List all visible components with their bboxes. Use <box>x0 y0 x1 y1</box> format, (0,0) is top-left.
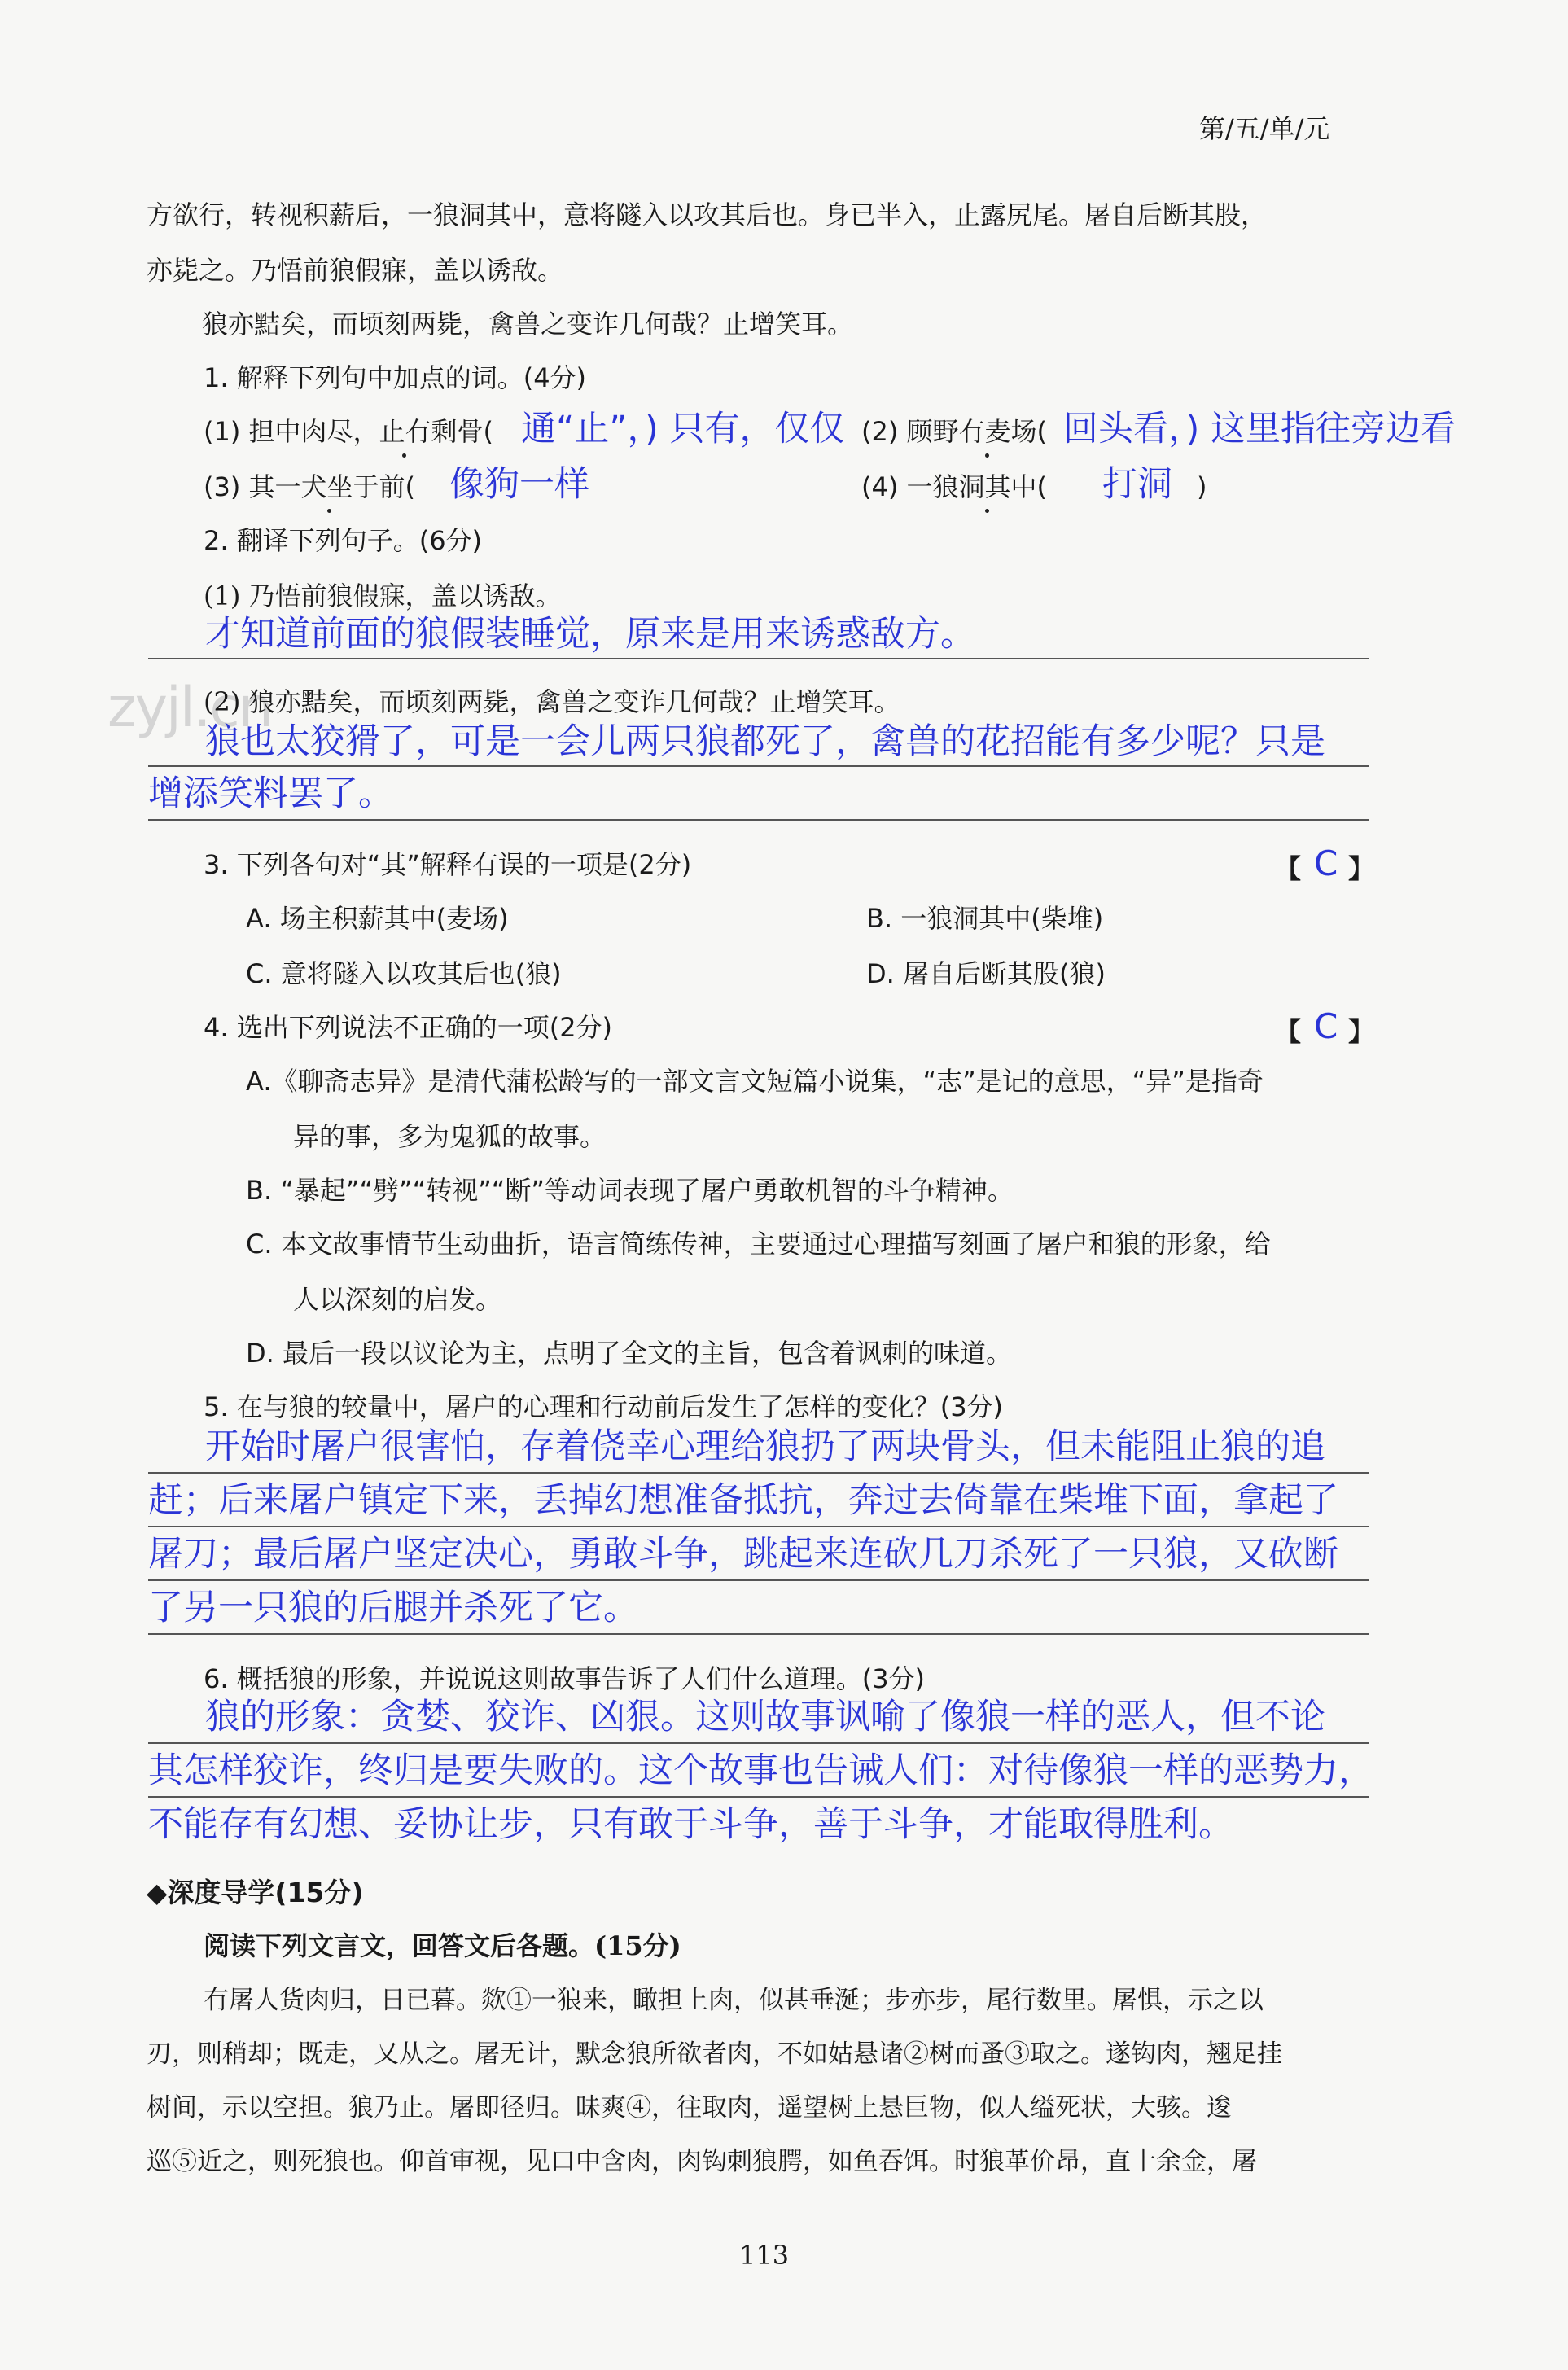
q2-s2-answer-line2: 增添笑料罢了。 <box>148 773 393 814</box>
answer-line <box>148 1579 1369 1581</box>
q1-title: 1. 解释下列句中加点的词。(4分) <box>204 362 587 393</box>
q2-s2-text: (2) 狼亦黠矣，而顷刻两毙，禽兽之变诈几何哉？止增笑耳。 <box>204 686 900 717</box>
q1-s4-text: (4) 一狼洞其中( <box>861 471 1047 502</box>
passage2-line3: 树间，示以空担。狼乃止。屠即径归。昧爽④，往取肉，遥望树上悬巨物，似人缢死状，大骇。逡 <box>147 2093 1232 2122</box>
q4-answer: C <box>1314 1006 1338 1046</box>
q2-title: 2. 翻译下列句子。(6分) <box>204 525 483 556</box>
q3-option-b: B. 一狼洞其中(柴堆) <box>866 903 1104 934</box>
passage1-line2: 亦毙之。乃悟前狼假寐，盖以诱敌。 <box>147 255 564 286</box>
page-number: 113 <box>739 2240 790 2271</box>
q1-s4-answer: 打洞 <box>1102 464 1172 505</box>
q4-option-a-line1: A.《聊斋志异》是清代蒲松龄写的一部文言文短篇小说集，“志”是记的意思，“异”是指奇 <box>246 1066 1264 1097</box>
q1-s2-answer: 回头看，) 这里指往旁边看 <box>1063 409 1456 449</box>
q6-title: 6. 概括狼的形象，并说说这则故事告诉了人们什么道理。(3分) <box>204 1663 926 1694</box>
q4-option-c-line1: C. 本文故事情节生动曲折，语言简练传神，主要通过心理描写刻画了屠户和狼的形象，给 <box>246 1229 1271 1259</box>
unit-header: 第/五/单/元 <box>1199 113 1330 144</box>
q6-answer-line2: 其怎样狡诈，终归是要失败的。这个故事也告诫人们：对待像狼一样的恶势力， <box>148 1750 1373 1791</box>
q4-option-a-line2: 异的事，多为鬼狐的故事。 <box>293 1121 607 1152</box>
answer-line <box>148 658 1369 659</box>
q1-s1-text: (1) 担中肉尽，止有剩骨( <box>204 416 493 447</box>
emphasis-dot <box>985 453 989 458</box>
answer-line <box>148 1526 1369 1527</box>
passage2-line4: 巡⑤近之，则死狼也。仰首审视，见口中含肉，肉钩刺狼腭，如鱼吞饵。时狼革价昂，直十余金，屠 <box>147 2147 1257 2176</box>
emphasis-dot <box>985 509 989 513</box>
passage2-line1: 有屠人货肉归，日已暮。欻①一狼来，瞰担上肉，似甚垂涎；步亦步，尾行数里。屠惧，示之以 <box>204 1986 1264 2015</box>
q5-answer-line2: 赶；后来屠户镇定下来，丢掉幻想准备抵抗，奔过去倚靠在柴堆下面，拿起了 <box>148 1480 1338 1521</box>
passage2-line2: 刃，则稍却；既走，又从之。屠无计，默念狼所欲者肉，不如姑悬诸②树而蚤③取之。遂钩肉，翘足挂 <box>147 2039 1282 2069</box>
answer-line <box>148 765 1369 767</box>
q3-answer: C <box>1314 843 1338 883</box>
answer-line <box>148 1633 1369 1635</box>
q4-option-b: B. “暴起”“劈”“转视”“断”等动词表现了屠户勇敢机智的斗争精神。 <box>246 1175 1014 1206</box>
q4-bracket-close: 】 <box>1348 1016 1375 1047</box>
q6-answer-line1: 狼的形象：贪婪、狡诈、凶狠。这则故事讽喻了像狼一样的恶人，但不论 <box>205 1697 1325 1737</box>
q1-s1-answer: 通“止”，) 只有，仅仅 <box>521 409 845 449</box>
q4-bracket-open: 【 <box>1275 1016 1302 1047</box>
q1-s3-text: (3) 其一犬坐于前( <box>204 471 415 502</box>
q2-s2-answer-line1: 狼也太狡猾了，可是一会儿两只狼都死了，禽兽的花招能有多少呢？只是 <box>205 721 1325 762</box>
answer-line <box>148 1796 1369 1798</box>
q3-option-c: C. 意将隧入以攻其后也(狼) <box>246 958 562 989</box>
q5-answer-line4: 了另一只狼的后腿并杀死了它。 <box>148 1588 638 1628</box>
q1-s3-answer: 像狗一样 <box>449 464 589 505</box>
q3-title: 3. 下列各句对“其”解释有误的一项是(2分) <box>204 849 692 880</box>
q6-answer-line3: 不能存有幻想、妥协让步，只有敢于斗争，善于斗争，才能取得胜利。 <box>148 1804 1233 1845</box>
emphasis-dot <box>327 509 331 513</box>
q3-option-a: A. 场主积薪其中(麦场) <box>246 903 509 934</box>
q1-s2-text: (2) 顾野有麦场( <box>861 416 1047 447</box>
q1-s4-close: ) <box>1197 471 1207 502</box>
answer-line <box>148 1742 1369 1744</box>
q5-answer-line1: 开始时屠户很害怕，存着侥幸心理给狼扔了两块骨头，但未能阻止狼的追 <box>205 1426 1325 1467</box>
answer-line <box>148 1472 1369 1474</box>
q2-s1-text: (1) 乃悟前狼假寐，盖以诱敌。 <box>204 580 562 611</box>
q3-bracket-open: 【 <box>1275 853 1302 884</box>
watermark: zyjl.cn <box>107 676 272 740</box>
passage1-line1: 方欲行，转视积薪后，一狼洞其中，意将隧入以攻其后也。身已半入，止露尻尾。屠自后断其股， <box>147 199 1268 230</box>
q4-title: 4. 选出下列说法不正确的一项(2分) <box>204 1012 613 1043</box>
passage1-line3: 狼亦黠矣，而顷刻两毙，禽兽之变诈几何哉？止增笑耳。 <box>202 309 854 340</box>
q4-option-c-line2: 人以深刻的启发。 <box>293 1284 502 1315</box>
q3-option-d: D. 屠自后断其股(狼) <box>866 958 1106 989</box>
section-title: ◆深度导学(15分) <box>147 1877 364 1908</box>
q5-answer-line3: 屠刀；最后屠户坚定决心，勇敢斗争，跳起来连砍几刀杀死了一只狼，又砍断 <box>148 1534 1338 1575</box>
q2-s1-answer: 才知道前面的狼假装睡觉，原来是用来诱惑敌方。 <box>205 614 975 655</box>
answer-line <box>148 819 1369 821</box>
q3-bracket-close: 】 <box>1348 853 1375 884</box>
emphasis-dot <box>402 453 406 458</box>
section-instruction: 阅读下列文言文，回答文后各题。(15分) <box>204 1930 681 1961</box>
q5-title: 5. 在与狼的较量中，屠户的心理和行动前后发生了怎样的变化？(3分) <box>204 1391 1004 1422</box>
q4-option-d: D. 最后一段以议论为主，点明了全文的主旨，包含着讽刺的味道。 <box>246 1338 1012 1369</box>
